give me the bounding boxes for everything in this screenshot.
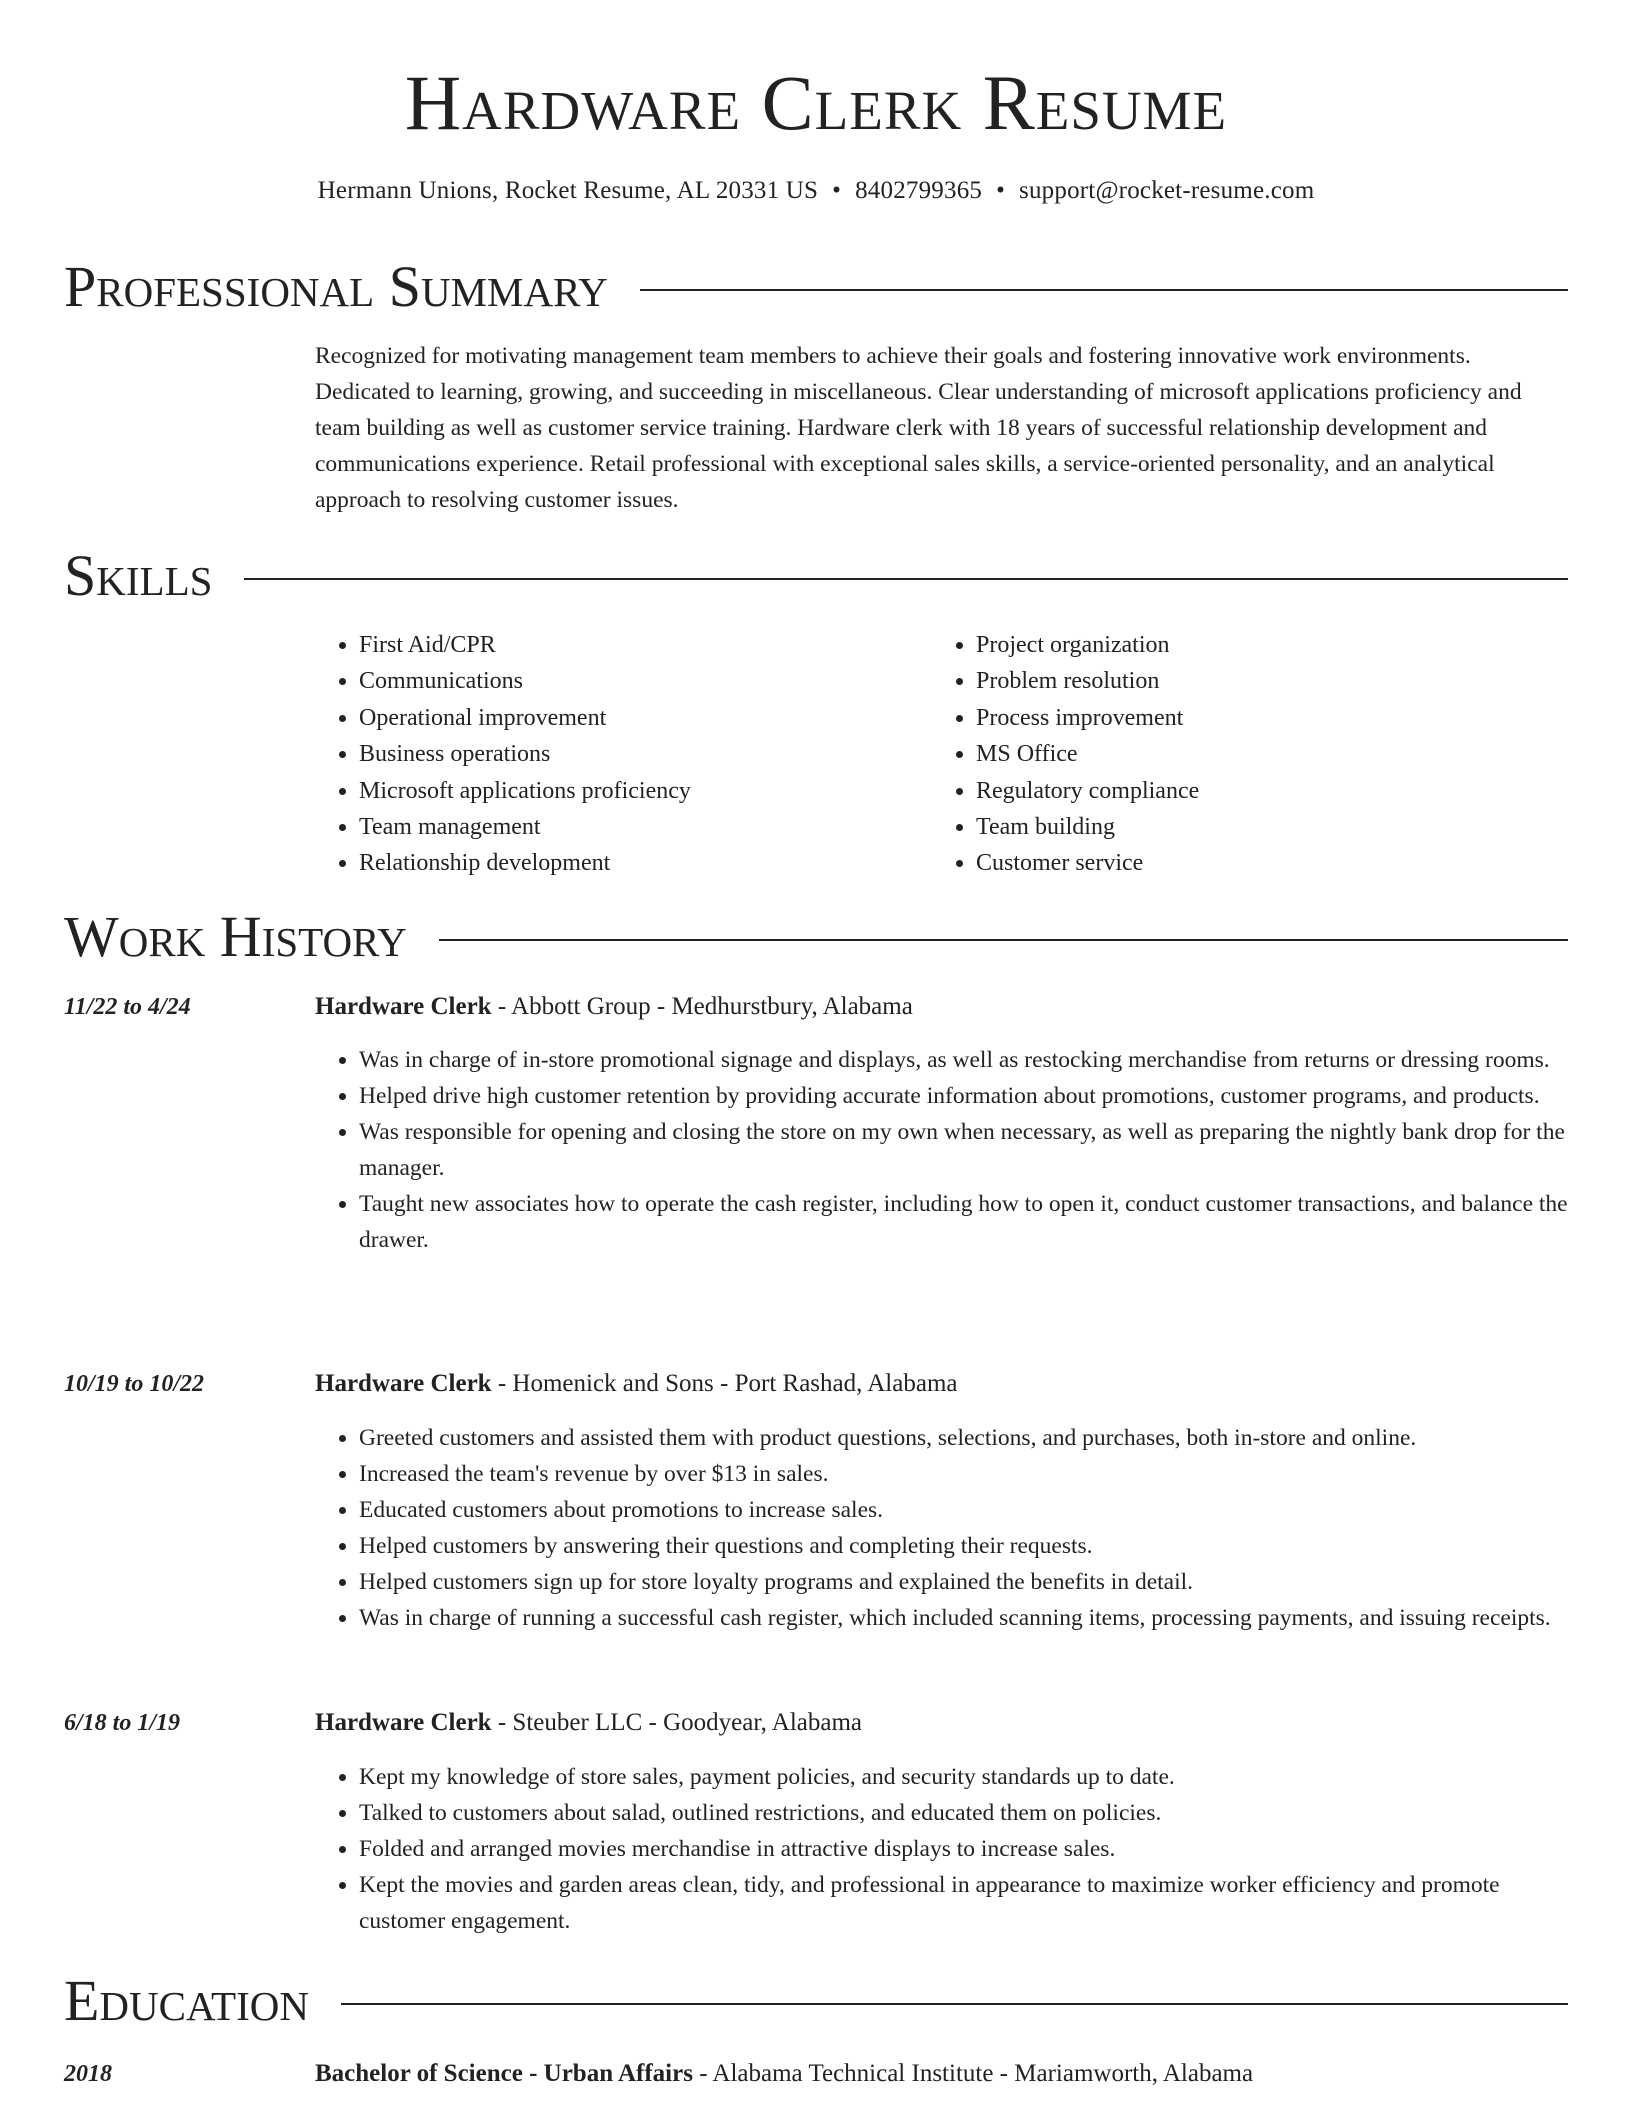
job-employer: - Abbott Group - Medhurstbury, Alabama: [491, 993, 913, 1020]
section-divider: [244, 578, 1568, 580]
job-title-line: [315, 990, 1570, 1024]
separator-dot: •: [832, 177, 842, 204]
duty-item: • Was responsible for opening and closing the store on my own when necessary, as well as preparing the nightly bank drop for the manager.: [359, 1114, 1570, 1186]
duty-item: • Greeted customers and assisted them with product questions, selections, and purchases, both in-store and online.: [359, 1420, 1570, 1456]
education-title-line: [315, 2057, 1570, 2091]
job-duties: [315, 1420, 1570, 1636]
skill-item: • Problem resolution: [976, 663, 1549, 699]
skill-item: • Customer service: [976, 845, 1549, 881]
skill-item: • Communications: [359, 663, 932, 699]
skills-heading: Skills: [64, 543, 213, 608]
duty-item: • Folded and arranged movies merchandise in attractive displays to increase sales.: [359, 1831, 1570, 1867]
skill-item: • MS Office: [976, 736, 1549, 772]
skill-item: • First Aid/CPR: [359, 627, 932, 663]
duty-item: • Increased the team's revenue by over $13 in sales.: [359, 1456, 1570, 1492]
skills-list: [315, 627, 1570, 882]
job-dates: 10/19 to 10/22: [64, 1371, 205, 1397]
section-divider: [439, 939, 1568, 941]
job-title: Hardware Clerk: [315, 1709, 492, 1736]
summary-heading: Professional Summary: [64, 254, 608, 319]
job-title: Hardware Clerk: [315, 993, 492, 1020]
skill-item: • Microsoft applications proficiency: [359, 773, 932, 809]
contact-line: [0, 174, 1632, 208]
email: support@rocket-resume.com: [1019, 177, 1315, 204]
education-section-header: [64, 1966, 1568, 2036]
job-duties: [315, 1042, 1570, 1258]
duty-item: • Helped customers sign up for store loyalty programs and explained the benefits in detail.: [359, 1564, 1570, 1600]
separator-dot: •: [996, 177, 1006, 204]
education-date: 2018: [64, 2061, 112, 2087]
job-employer: - Homenick and Sons - Port Rashad, Alabama: [491, 1370, 958, 1397]
work-section-header: [64, 902, 1568, 972]
skill-item: • Team building: [976, 809, 1549, 845]
section-divider: [640, 289, 1568, 291]
job-dates: 6/18 to 1/19: [64, 1710, 181, 1736]
skills-column-right: [932, 627, 1549, 882]
summary-text: Recognized for motivating management team members to achieve their goals and fostering innovative work environments. Dedicated to learning, growing, and succeeding in miscellaneous. Clear understanding of microsoft applications proficiency and team building as well as customer service training. Hardware clerk with 18 years of successful relationship development and communications experience. Retail professional with exceptional sales skills, a service-oriented personality, and an analytical approach to resolving customer issues.: [315, 343, 1522, 513]
skill-item: • Process improvement: [976, 700, 1549, 736]
section-divider: [341, 2003, 1568, 2005]
address: Hermann Unions, Rocket Resume, AL 20331 US: [317, 177, 819, 204]
duty-item: • Was in charge of running a successful cash register, which included scanning items, processing payments, and issuing receipts.: [359, 1600, 1570, 1636]
duty-item: • Kept the movies and garden areas clean, tidy, and professional in appearance to maximize worker efficiency and promote customer engagement.: [359, 1867, 1570, 1939]
duty-item: • Taught new associates how to operate the cash register, including how to open it, conduct customer transactions, and balance the drawer.: [359, 1186, 1570, 1258]
duty-item: • Was in charge of in-store promotional signage and displays, as well as restocking merchandise from returns or dressing rooms.: [359, 1042, 1570, 1078]
summary-section-header: [64, 252, 1568, 322]
duty-item: • Helped customers by answering their questions and completing their requests.: [359, 1528, 1570, 1564]
skill-item: • Regulatory compliance: [976, 773, 1549, 809]
job-title-line: [315, 1367, 1570, 1401]
job-employer: - Steuber LLC - Goodyear, Alabama: [491, 1709, 863, 1736]
education-heading: Education: [64, 1968, 309, 2033]
job-title: Hardware Clerk: [315, 1370, 492, 1397]
duty-item: • Talked to customers about salad, outlined restrictions, and educated them on policies.: [359, 1795, 1570, 1831]
education-institution: - Alabama Technical Institute - Mariamworth, Alabama: [692, 2060, 1254, 2087]
phone: 8402799365: [855, 177, 983, 204]
skill-item: • Relationship development: [359, 845, 932, 881]
education-degree: Bachelor of Science - Urban Affairs: [315, 2060, 693, 2087]
resume-title: Hardware Clerk Resume: [404, 59, 1228, 146]
skill-item: • Project organization: [976, 627, 1549, 663]
job-dates: 11/22 to 4/24: [64, 994, 191, 1020]
skills-column-left: [315, 627, 932, 882]
job-duties: [315, 1759, 1570, 1939]
skill-item: • Business operations: [359, 736, 932, 772]
skills-section-header: [64, 541, 1568, 611]
skill-item: • Team management: [359, 809, 932, 845]
duty-item: • Educated customers about promotions to increase sales.: [359, 1492, 1570, 1528]
duty-item: • Helped drive high customer retention by providing accurate information about promotions, customer programs, and products.: [359, 1078, 1570, 1114]
skill-item: • Operational improvement: [359, 700, 932, 736]
work-heading: Work History: [64, 904, 407, 969]
job-title-line: [315, 1706, 1570, 1740]
duty-item: • Kept my knowledge of store sales, payment policies, and security standards up to date.: [359, 1759, 1570, 1795]
